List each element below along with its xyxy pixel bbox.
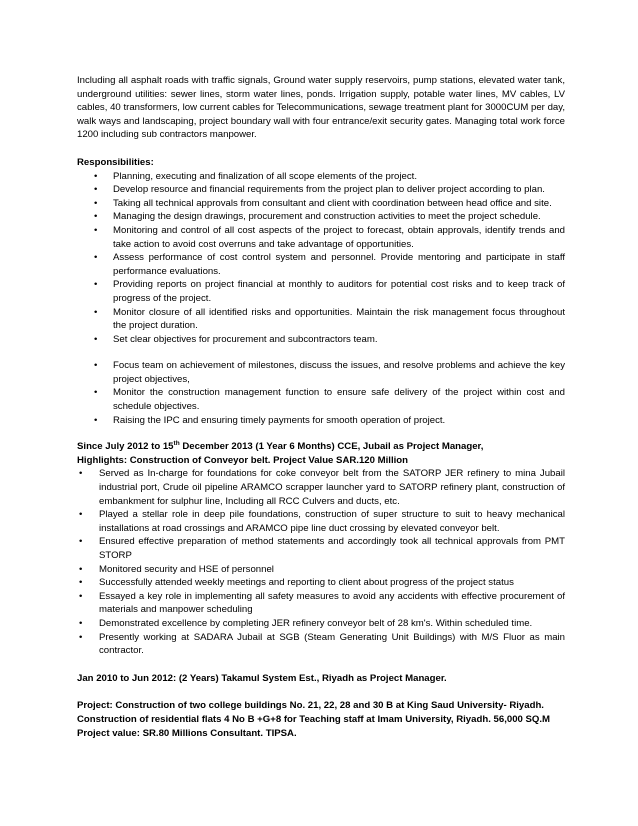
job2-title-sup: th [173, 440, 180, 448]
list-item: • Providing reports on project financial at monthly to auditors for potential cost risks and to keep track of progress of the project. [77, 278, 565, 305]
list-item: • Successfully attended weekly meetings and reporting to client about progress of the project status [77, 576, 565, 590]
spacer [77, 427, 565, 440]
job3-project-line: Project: Construction of two college buildings No. 21, 22, 28 and 30 B at King Saud University- Riyadh. [77, 700, 544, 712]
spacer [77, 346, 565, 359]
responsibilities-list-2 [77, 359, 565, 427]
list-item: • Planning, executing and finalization of all scope elements of the project. [77, 170, 565, 184]
list-item: • Monitor closure of all identified risks and opportunities. Maintain the risk management focus throughout the project duration. [77, 306, 565, 333]
intro-paragraph: Including all asphalt roads with traffic signals, Ground water supply reservoirs, pump stations, elevated water tank, underground utilities: sewer lines, storm water lines, ponds. Irrigation supply, potable water lines, MV cables, LV cables, 40 transformers, low current cables for Telecommunications, sewage treatment plant for 3000CUM per day, walk ways and landscaping, project boundary wall with four entrance/exit security gates. Managing total work force 1200 including sub contractors manpower. [77, 75, 565, 141]
list-item: • Focus team on achievement of milestones, discuss the issues, and resolve problems and achieve the key project objectives, [77, 359, 565, 386]
list-item: • Raising the IPC and ensuring timely payments for smooth operation of project. [77, 414, 565, 428]
list-item: • Monitor the construction management function to ensure safe delivery of the project within cost and schedule objectives. [77, 386, 565, 413]
job3-project-line: Project value: SR.80 Millions Consultant. TIPSA. [77, 727, 297, 739]
list-item: • Managing the design drawings, procurement and construction activities to meet the project schedule. [77, 210, 565, 224]
spacer [77, 658, 565, 672]
list-item: • Develop resource and financial requirements from the project plan to deliver project according to plan. [77, 183, 565, 197]
list-item: • Presently working at SADARA Jubail at SGB (Steam Generating Unit Buildings) with M/S Fluor as main contractor. [77, 631, 565, 658]
job2-highlights: Highlights: Construction of Conveyor belt. Project Value SAR.120 Million [77, 454, 409, 466]
list-item: • Set clear objectives for procurement and subcontractors team. [77, 333, 565, 347]
responsibilities-heading: Responsibilities: [77, 156, 154, 168]
list-item: • Served as In-charge for foundations for coke conveyor belt from the SATORP JER refinery to mina Jubail industrial port, Crude oil pipeline ARAMCO scrapper launcher yard to SATORP refinery plant, construction of embankment for sulphur line, Including all RCC Culvers and ducts, etc. [77, 467, 565, 508]
list-item: • Monitoring and control of all cost aspects of the project to forecast, obtain approvals, identify trends and take action to avoid cost overruns and take advantage of opportunities. [77, 224, 565, 251]
spacer [77, 685, 565, 699]
spacer [77, 142, 565, 156]
job3-title: Jan 2010 to Jun 2012: (2 Years) Takamul System Est., Riyadh as Project Manager. [77, 672, 447, 684]
list-item: • Assess performance of cost control system and personnel. Provide mentoring and participate in staff performance evaluations. [77, 251, 565, 278]
list-item: • Essayed a key role in implementing all safety measures to avoid any accidents with effective procurement of materials and manpower scheduling [77, 590, 565, 617]
list-item: • Ensured effective preparation of method statements and accordingly took all technical approvals from PMT STORP [77, 535, 565, 562]
job2-list [77, 467, 565, 657]
job3-project-line: Construction of residential flats 4 No B +G+8 for Teaching staff at Imam University, Riyadh. 56,000 SQ.M [77, 713, 551, 725]
list-item: • Monitored security and HSE of personnel [77, 563, 565, 577]
job2-title [77, 440, 565, 454]
list-item: • Played a stellar role in deep pile foundations, construction of super structure to suit to heavy mechanical installations at road crossings and ARAMCO pipe line duct crossing by elevated conveyor belt. [77, 508, 565, 535]
job2-title-post: December 2013 (1 Year 6 Months) CCE, Jubail as Project Manager, [179, 441, 484, 453]
responsibilities-list [77, 170, 565, 347]
list-item: • Demonstrated excellence by completing JER refinery conveyor belt of 28 km's. Within scheduled time. [77, 617, 565, 631]
job2-title-pre: Since July 2012 to 15 [77, 441, 174, 453]
list-item: • Taking all technical approvals from consultant and client with coordination between head office and site. [77, 197, 565, 211]
page-content [77, 74, 565, 740]
